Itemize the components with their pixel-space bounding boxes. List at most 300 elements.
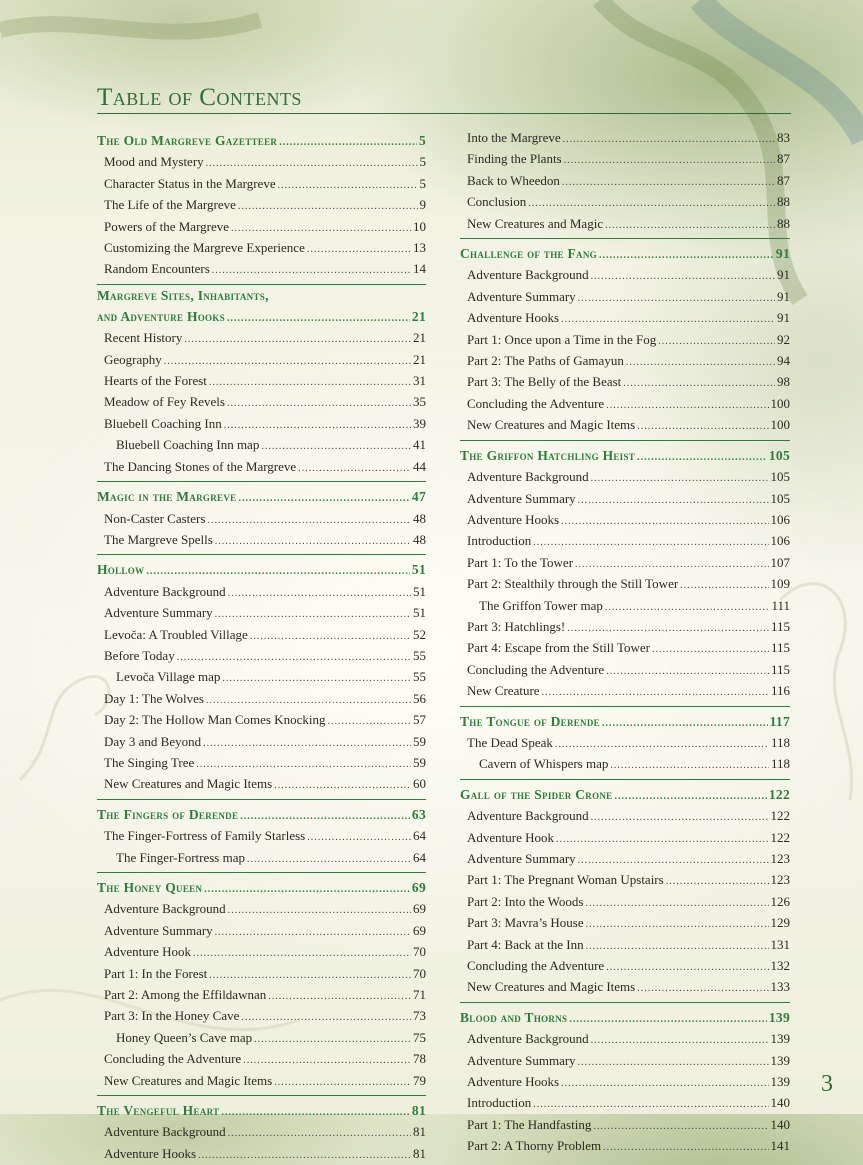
toc-entry-page: 5: [419, 154, 426, 170]
dot-leader: [578, 851, 769, 870]
toc-entry[interactable]: [97, 259, 426, 280]
dot-leader: [278, 176, 418, 195]
dot-leader: [238, 197, 418, 216]
toc-entry[interactable]: [460, 394, 790, 415]
toc-entry-label: New Creatures and Magic: [467, 215, 604, 231]
toc-entry-label: The Singing Tree: [104, 754, 195, 770]
toc-map-entry-page: 55: [413, 669, 426, 685]
toc-entry[interactable]: [97, 826, 426, 847]
dot-leader: [567, 619, 769, 638]
toc-chapter-heading[interactable]: [460, 243, 790, 265]
toc-chapter-block: [460, 779, 790, 999]
toc-entry-label: Part 1: In the Forest: [104, 965, 208, 981]
toc-chapter-heading-label: The Vengeful Heart: [97, 1103, 220, 1119]
toc-entry[interactable]: [97, 774, 426, 795]
toc-entry[interactable]: [460, 617, 790, 638]
toc-map-entry[interactable]: [460, 754, 790, 775]
dot-leader: [227, 394, 411, 413]
toc-chapter-block: [97, 554, 426, 795]
toc-entry-page: 14: [413, 261, 426, 277]
dot-leader: [637, 979, 768, 998]
toc-entry-page: 91: [777, 267, 790, 283]
dot-leader: [637, 448, 767, 467]
dot-leader: [222, 669, 411, 688]
toc-entry-label: Concluding the Adventure: [467, 661, 605, 677]
toc-chapter-heading-page: 105: [768, 447, 790, 463]
dot-leader: [203, 734, 411, 753]
toc-entry-page: 122: [770, 829, 790, 845]
dot-leader: [228, 1124, 411, 1143]
toc-entry-label: Adventure Hooks: [467, 310, 560, 326]
toc-entry[interactable]: [97, 1144, 426, 1165]
dot-leader: [207, 511, 411, 530]
toc-entry-label: Adventure Summary: [467, 851, 576, 866]
toc-entry[interactable]: [460, 214, 790, 235]
toc-entry-label: The Dead Speak: [467, 734, 553, 750]
toc-entry[interactable]: [460, 828, 790, 849]
toc-entry-page: 71: [413, 987, 426, 1003]
toc-entry-label: New Creatures and Magic Items: [104, 776, 273, 792]
dot-leader: [610, 756, 769, 775]
toc-chapter-heading-label: Gall of the Spider Crone: [460, 786, 613, 802]
toc-entry-label: Day 3 and Beyond: [104, 733, 202, 749]
toc-entry[interactable]: [460, 806, 790, 827]
toc-entry-label: Non-Caster Casters: [104, 510, 206, 526]
toc-entry-page: 70: [413, 944, 426, 960]
toc-entry[interactable]: [97, 921, 426, 942]
toc-entry[interactable]: [460, 531, 790, 552]
toc-entry[interactable]: [97, 710, 426, 731]
toc-chapter-heading[interactable]: [97, 804, 426, 826]
dot-leader: [578, 1053, 769, 1072]
toc-chapter-heading-page: 91: [775, 246, 790, 262]
toc-chapter-block: [97, 481, 426, 551]
toc-chapter-heading[interactable]: [97, 559, 426, 581]
toc-entry[interactable]: [460, 870, 790, 891]
toc-entry-page: 9: [419, 197, 426, 213]
dot-leader: [274, 776, 411, 795]
toc-entry-page: 105: [770, 490, 790, 506]
toc-entry[interactable]: [97, 328, 426, 349]
toc-entry[interactable]: [460, 574, 790, 595]
dot-leader: [606, 662, 769, 681]
toc-entry-label: Day 1: The Wolves: [104, 690, 204, 706]
toc-entry-label: Adventure Summary: [104, 922, 213, 938]
toc-entry[interactable]: [460, 415, 790, 436]
dot-leader: [652, 640, 769, 659]
toc-entry[interactable]: [97, 509, 426, 530]
toc-entry[interactable]: [97, 582, 426, 603]
dot-leader: [563, 130, 775, 149]
toc-map-entry[interactable]: [97, 1028, 426, 1049]
toc-entry-label: Adventure Hooks: [104, 1145, 197, 1161]
dot-leader: [146, 562, 410, 581]
toc-entry[interactable]: [97, 689, 426, 710]
toc-chapter-heading-page: 5: [418, 133, 426, 148]
dot-leader: [533, 1095, 768, 1114]
toc-entry[interactable]: [460, 849, 790, 870]
toc-entry-label: Customizing the Margreve Experience: [104, 240, 305, 256]
toc-entry-label: Adventure Background: [467, 469, 589, 485]
toc-chapter-heading-label: The Fingers of Derende: [97, 806, 239, 822]
toc-entry[interactable]: [460, 1115, 790, 1136]
toc-entry-page: 106: [770, 533, 790, 549]
toc-entry[interactable]: [97, 530, 426, 551]
toc-entry-label: Part 4: Back at the Inn: [467, 936, 584, 952]
dot-leader: [240, 807, 410, 826]
toc-chapter-heading[interactable]: [97, 306, 426, 328]
toc-entry[interactable]: [97, 217, 426, 238]
toc-chapter-block: [97, 1095, 426, 1165]
toc-chapter-heading-page: 122: [768, 786, 790, 802]
toc-entry-label: Part 1: To the Tower: [467, 554, 574, 570]
toc-entry-label: Part 2: The Paths of Gamayun: [467, 353, 624, 369]
toc-entry[interactable]: [460, 553, 790, 574]
dot-leader: [542, 683, 769, 702]
toc-chapter-heading-label: The Tongue of Derende: [460, 713, 600, 729]
toc-entry-label: Concluding the Adventure: [467, 395, 605, 411]
toc-entry-page: 109: [770, 576, 790, 592]
dot-leader: [164, 352, 411, 371]
toc-entry-label: Adventure Hook: [467, 829, 555, 845]
dot-leader: [591, 1031, 769, 1050]
dot-leader: [224, 416, 411, 435]
toc-chapter-heading[interactable]: [97, 877, 426, 899]
toc-entry[interactable]: [97, 625, 426, 646]
toc-entry-label: Mood and Mystery: [104, 154, 204, 170]
toc-entry-page: 100: [770, 417, 790, 433]
dot-leader: [606, 396, 768, 415]
toc-entry-label: Adventure Background: [467, 808, 589, 824]
toc-entry-label: Hearts of the Forest: [104, 373, 207, 389]
toc-entry[interactable]: [460, 510, 790, 531]
toc-entry-label: Adventure Background: [467, 1031, 589, 1047]
dot-leader: [209, 373, 411, 392]
toc-entry-label: Adventure Summary: [467, 1052, 576, 1068]
toc-entry-page: 5: [419, 175, 426, 191]
toc-entry-label: Into the Margreve: [467, 130, 561, 145]
toc-map-entry[interactable]: [97, 848, 426, 869]
toc-entry-page: 73: [413, 1008, 426, 1024]
toc-map-entry-label: Cavern of Whispers map: [479, 756, 609, 772]
toc-entry[interactable]: [97, 899, 426, 920]
toc-chapter-block: [460, 440, 790, 703]
dot-leader: [593, 1117, 768, 1136]
dot-leader: [241, 1008, 411, 1027]
toc-entry-page: 35: [413, 394, 426, 410]
toc-entry[interactable]: [97, 603, 426, 624]
toc-entry-label: Back to Wheedon: [467, 172, 560, 188]
dot-leader: [591, 267, 775, 286]
dot-leader: [204, 880, 410, 899]
toc-entry-label: The Finger-Fortress of Family Starless: [104, 828, 306, 844]
toc-map-entry-page: 111: [771, 597, 790, 613]
toc-entry[interactable]: [460, 372, 790, 393]
toc-chapter-heading[interactable]: [460, 445, 790, 467]
toc-entry[interactable]: [460, 681, 790, 702]
toc-chapter-heading-page: 47: [411, 489, 426, 505]
toc-chapter-heading-page: 117: [769, 713, 790, 729]
toc-entry-label: Concluding the Adventure: [104, 1051, 242, 1067]
toc-map-entry-label: Honey Queen’s Cave map: [116, 1029, 253, 1045]
toc-chapter-heading-label: Challenge of the Fang: [460, 246, 597, 262]
toc-chapter-heading[interactable]: [97, 130, 426, 152]
toc-entry[interactable]: [97, 457, 426, 478]
toc-entry-label: Part 3: In the Honey Cave: [104, 1008, 240, 1024]
toc-entry-label: The Life of the Margreve: [104, 197, 236, 213]
toc-entry[interactable]: [97, 942, 426, 963]
toc-entry-page: 132: [770, 958, 790, 974]
dot-leader: [623, 374, 775, 393]
toc-chapter-block: [460, 1002, 790, 1158]
toc-entry[interactable]: [460, 956, 790, 977]
dot-leader: [327, 712, 411, 731]
dot-leader: [198, 1146, 411, 1165]
toc-entry-page: 115: [770, 640, 790, 656]
dot-leader: [206, 691, 411, 710]
title-rule: [97, 113, 791, 114]
toc-entry[interactable]: [97, 350, 426, 371]
toc-entry-label: Concluding the Adventure: [467, 958, 605, 974]
toc-entry-label: Day 2: The Hollow Man Comes Knocking: [104, 712, 326, 728]
toc-entry-page: 107: [770, 554, 790, 570]
toc-entry[interactable]: [97, 195, 426, 216]
toc-chapter-heading-label: Blood and Thorns: [460, 1009, 568, 1025]
toc-right-column: [460, 128, 790, 1158]
toc-entry-page: 92: [777, 331, 790, 347]
toc-entry-page: 64: [413, 828, 426, 844]
toc-entry-page: 39: [413, 415, 426, 431]
toc-entry[interactable]: [97, 238, 426, 259]
toc-entry[interactable]: [460, 892, 790, 913]
toc-chapter-heading-label: Hollow: [97, 562, 145, 578]
toc-entry-label: Adventure Hooks: [467, 511, 560, 527]
toc-entry-page: 133: [770, 979, 790, 995]
toc-entry-page: 88: [777, 194, 790, 210]
dot-leader: [215, 532, 411, 551]
dot-leader: [591, 808, 769, 827]
toc-entry[interactable]: [460, 287, 790, 308]
toc-entry-label: Conclusion: [467, 194, 527, 210]
toc-entry-page: 115: [770, 618, 790, 634]
toc-entry-label: New Creature: [467, 683, 540, 699]
toc-entry[interactable]: [97, 1006, 426, 1027]
toc-entry[interactable]: [460, 467, 790, 488]
toc-entry-page: 69: [413, 901, 426, 917]
toc-entry-page: 139: [770, 1031, 790, 1047]
toc-chapter-block: [97, 284, 426, 478]
toc-entry[interactable]: [460, 977, 790, 998]
dot-leader: [231, 219, 411, 238]
dot-leader: [196, 755, 411, 774]
dot-leader: [279, 133, 417, 152]
dot-leader: [228, 901, 411, 920]
toc-entry[interactable]: [460, 1029, 790, 1050]
toc-entry-label: New Creatures and Magic Items: [467, 417, 636, 433]
toc-entry-label: Part 1: The Pregnant Woman Upstairs: [467, 872, 664, 888]
toc-entry-page: 51: [413, 583, 426, 599]
toc-entry-label: Finding the Plants: [467, 151, 562, 167]
toc-entry[interactable]: [97, 152, 426, 173]
toc-entry-page: 91: [777, 310, 790, 326]
toc-entry-label: Adventure Background: [104, 901, 226, 917]
dot-leader: [193, 944, 411, 963]
toc-map-entry-label: The Finger-Fortress map: [116, 849, 245, 865]
dot-leader: [215, 923, 411, 942]
toc-entry[interactable]: [97, 1049, 426, 1070]
toc-chapter-heading[interactable]: [97, 486, 426, 508]
dot-leader: [243, 1051, 411, 1070]
toc-entry[interactable]: [97, 753, 426, 774]
toc-entry[interactable]: [460, 1072, 790, 1093]
dot-leader: [578, 289, 775, 308]
toc-entry[interactable]: [97, 964, 426, 985]
toc-entry-label: Adventure Hook: [104, 944, 192, 960]
toc-entry-label: Adventure Summary: [467, 490, 576, 506]
dot-leader: [605, 598, 770, 617]
toc-entry[interactable]: [97, 1071, 426, 1092]
toc-chapter-heading-page: 69: [411, 880, 426, 895]
toc-entry-label: Adventure Hooks: [467, 1074, 560, 1090]
toc-entry-label: The Margreve Spells: [104, 531, 213, 547]
toc-entry-label: Introduction: [467, 1095, 532, 1111]
toc-entry-page: 131: [770, 936, 790, 952]
dot-leader: [578, 491, 769, 510]
toc-chapter-heading-label: Magic in the Margreve: [97, 489, 237, 505]
dot-leader: [599, 246, 774, 265]
toc-entry-page: 141: [770, 1138, 790, 1154]
page-title: Table of Contents: [97, 84, 302, 111]
toc-entry[interactable]: [460, 733, 790, 754]
dot-leader: [569, 1010, 767, 1029]
toc-entry[interactable]: [460, 1093, 790, 1114]
toc-map-entry[interactable]: [97, 667, 426, 688]
toc-entry[interactable]: [460, 935, 790, 956]
toc-entry-label: Part 3: Mavra’s House: [467, 915, 584, 931]
toc-entry[interactable]: [460, 351, 790, 372]
toc-entry-page: 126: [770, 893, 790, 909]
toc-map-entry-label: Levoča Village map: [116, 669, 221, 685]
toc-entry-label: Levoča: A Troubled Village: [104, 626, 248, 642]
dot-leader: [238, 489, 409, 508]
toc-entry[interactable]: [460, 660, 790, 681]
toc-entry[interactable]: [97, 174, 426, 195]
dot-leader: [250, 627, 411, 646]
toc-entry[interactable]: [97, 371, 426, 392]
toc-entry-page: 56: [413, 690, 426, 706]
toc-entry[interactable]: [460, 192, 790, 213]
toc-entry-label: Part 2: Stealthily through the Still Tower: [467, 576, 679, 592]
toc-entry-label: Geography: [104, 351, 162, 367]
toc-entry-page: 55: [413, 647, 426, 663]
toc-chapter-heading[interactable]: [460, 784, 790, 806]
toc-entry[interactable]: [460, 638, 790, 659]
toc-chapter-heading-page: 51: [411, 562, 426, 578]
dot-leader: [227, 309, 410, 328]
toc-entry[interactable]: [97, 646, 426, 667]
toc-entry-label: Part 1: Once upon a Time in the Fog: [467, 331, 657, 347]
toc-entry[interactable]: [460, 330, 790, 351]
dot-leader: [254, 1030, 411, 1049]
toc-entry-label: New Creatures and Magic Items: [467, 979, 636, 995]
toc-entry-page: 87: [777, 151, 790, 167]
dot-leader: [298, 459, 411, 478]
dot-leader: [212, 261, 411, 280]
dot-leader: [606, 958, 768, 977]
toc-entry-page: 51: [413, 605, 426, 621]
toc-entry[interactable]: [97, 392, 426, 413]
toc-chapter-block: [460, 238, 790, 437]
toc-chapter-block: [460, 706, 790, 776]
dot-leader: [603, 1138, 768, 1157]
toc-entry-page: 31: [413, 373, 426, 389]
dot-leader: [215, 605, 411, 624]
toc-chapter-heading[interactable]: [97, 1100, 426, 1122]
toc-entry-page: 98: [777, 374, 790, 390]
toc-entry-label: Adventure Summary: [104, 605, 213, 621]
toc-entry[interactable]: [97, 414, 426, 435]
dot-leader: [561, 512, 768, 531]
toc-entry-label: Adventure Background: [467, 267, 589, 283]
toc-entry[interactable]: [460, 489, 790, 510]
toc-chapter-block: [97, 130, 426, 281]
toc-entry-label: Introduction: [467, 533, 532, 549]
toc-chapter-heading-page: 139: [768, 1009, 790, 1025]
toc-chapter-heading[interactable]: [460, 711, 790, 733]
toc-chapter-heading-label: The Honey Queen: [97, 880, 203, 895]
toc-entry-page: 100: [770, 395, 790, 411]
dot-leader: [274, 1073, 411, 1092]
toc-map-entry[interactable]: [460, 596, 790, 617]
toc-entry-page: 118: [770, 734, 790, 750]
toc-entry-label: Bluebell Coaching Inn: [104, 415, 222, 431]
page-number: 3: [821, 1071, 833, 1097]
toc-left-column: [97, 128, 426, 1165]
toc-entry[interactable]: [460, 171, 790, 192]
toc-entry[interactable]: [97, 985, 426, 1006]
toc-entry[interactable]: [460, 128, 790, 149]
toc-entry-label: Random Encounters: [104, 261, 210, 277]
toc-entry[interactable]: [460, 308, 790, 329]
toc-entry-page: 123: [770, 872, 790, 888]
toc-chapter-heading-line: Margreve Sites, Inhabitants,: [97, 287, 269, 303]
dot-leader: [247, 850, 411, 869]
toc-chapter-block: [97, 872, 426, 1092]
toc-entry[interactable]: [460, 913, 790, 934]
toc-entry-page: 123: [770, 851, 790, 866]
toc-entry[interactable]: [460, 1136, 790, 1157]
toc-entry-label: Part 1: The Handfasting: [467, 1116, 592, 1132]
dot-leader: [177, 648, 411, 667]
toc-entry[interactable]: [97, 732, 426, 753]
toc-chapter-heading[interactable]: [460, 1007, 790, 1029]
toc-entry-page: 21: [413, 351, 426, 367]
toc-entry-label: Adventure Background: [104, 1124, 226, 1140]
toc-map-entry-label: The Griffon Tower map: [479, 597, 603, 613]
dot-leader: [561, 310, 775, 329]
toc-map-entry[interactable]: [97, 435, 426, 456]
dot-leader: [602, 714, 768, 733]
dot-leader: [626, 353, 775, 372]
toc-entry-page: 44: [413, 458, 426, 474]
toc-entry-label: Part 4: Escape from the Still Tower: [467, 640, 650, 656]
toc-entry[interactable]: [460, 1051, 790, 1072]
toc-entry[interactable]: [460, 265, 790, 286]
toc-entry-page: 57: [413, 712, 426, 728]
toc-entry[interactable]: [97, 1122, 426, 1143]
toc-entry-page: 21: [413, 330, 426, 346]
toc-entry[interactable]: [460, 149, 790, 170]
